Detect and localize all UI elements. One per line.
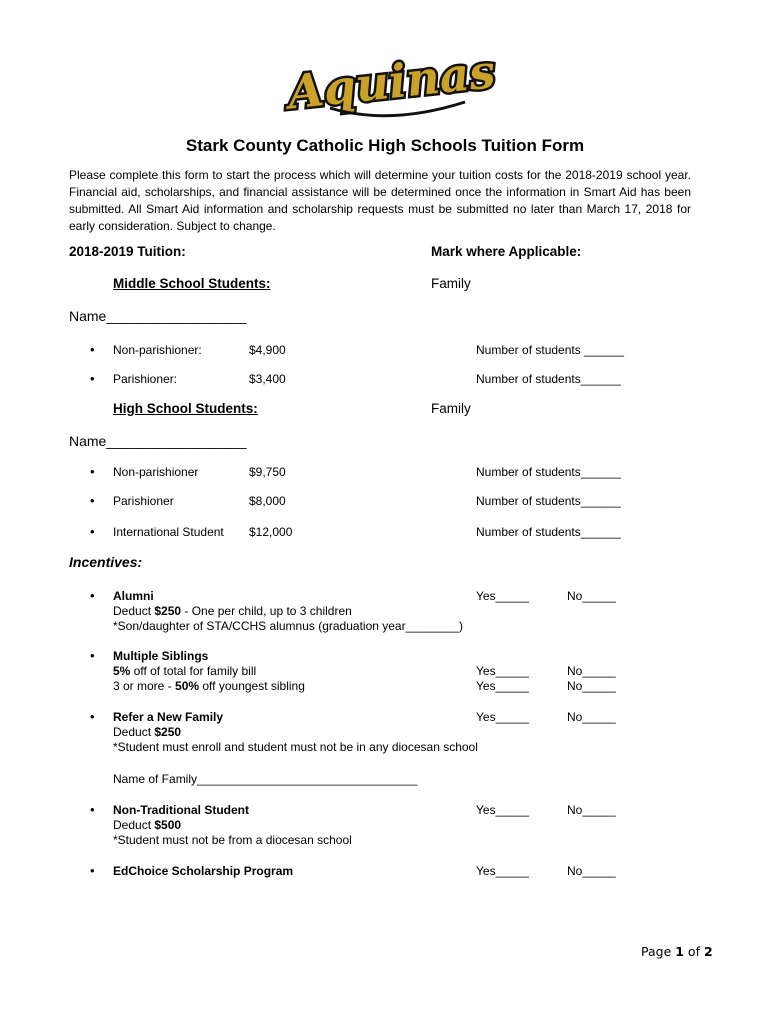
middle-row-count-field[interactable]: Number of students ______: [476, 343, 625, 357]
high-row-label: Parishioner: [113, 494, 174, 508]
bullet: •: [90, 863, 95, 878]
bullet: •: [90, 464, 95, 479]
middle-row-label: Parishioner:: [113, 372, 178, 386]
high-row-price: $12,000: [249, 525, 293, 539]
middle-family-label: Family: [431, 276, 471, 291]
high-row-count-field[interactable]: Number of students______: [476, 494, 621, 508]
refer-deduct: Deduct $250: [113, 725, 182, 739]
siblings-yes1-field[interactable]: Yes_____: [476, 664, 529, 678]
middle-name-field[interactable]: Name__________________: [69, 308, 247, 324]
refer-title: Refer a New Family: [113, 710, 224, 724]
bullet: •: [90, 342, 95, 357]
aquinas-logo: [285, 42, 498, 122]
middle-row-label: Non-parishioner:: [113, 343, 202, 357]
high-name-field[interactable]: Name__________________: [69, 433, 247, 449]
tuition-heading: 2018-2019 Tuition:: [69, 244, 186, 259]
nontraditional-deduct: Deduct $500: [113, 818, 182, 832]
bullet: •: [90, 588, 95, 603]
high-row-label: International Student: [113, 525, 224, 539]
bullet: •: [90, 524, 95, 539]
incentives-heading: Incentives:: [69, 554, 143, 570]
siblings-line1: 5% off of total for family bill: [113, 664, 257, 678]
bullet: •: [90, 709, 95, 724]
high-school-heading: High School Students:: [113, 401, 258, 416]
form-title: Stark County Catholic High Schools Tuition Form: [185, 136, 585, 155]
edchoice-title: EdChoice Scholarship Program: [113, 864, 294, 878]
family-name-field[interactable]: Name of Family_________________________________: [113, 772, 418, 786]
bullet: •: [90, 371, 95, 386]
alumni-yes-field[interactable]: Yes_____: [476, 589, 529, 603]
high-row-count-field[interactable]: Number of students______: [476, 525, 621, 539]
high-row-label: Non-parishioner: [113, 465, 199, 479]
alumni-no-field[interactable]: No_____: [567, 589, 616, 603]
middle-row-count-field[interactable]: Number of students______: [476, 372, 621, 386]
middle-row-price: $4,900: [249, 343, 286, 357]
siblings-no1-field[interactable]: No_____: [567, 664, 616, 678]
svg-text:Aquinas: Aquinas: [285, 44, 498, 120]
siblings-title: Multiple Siblings: [113, 649, 209, 663]
siblings-no2-field[interactable]: No_____: [567, 679, 616, 693]
edchoice-yes-field[interactable]: Yes_____: [476, 864, 529, 878]
alumni-deduct: Deduct $250 - One per child, up to 3 children: [113, 604, 352, 618]
bullet: •: [90, 493, 95, 508]
nontraditional-yes-field[interactable]: Yes_____: [476, 803, 529, 817]
nontraditional-title: Non-Traditional Student: [113, 803, 249, 817]
siblings-yes2-field[interactable]: Yes_____: [476, 679, 529, 693]
high-row-price: $9,750: [249, 465, 286, 479]
high-row-price: $8,000: [249, 494, 286, 508]
refer-note: *Student must enroll and student must not be in any diocesan school: [113, 740, 478, 754]
page-number: Page 1 of 2: [641, 944, 713, 959]
middle-school-heading: Middle School Students:: [113, 276, 271, 291]
high-family-label: Family: [431, 401, 471, 416]
edchoice-no-field[interactable]: No_____: [567, 864, 616, 878]
alumni-title: Alumni: [113, 589, 154, 603]
nontraditional-no-field[interactable]: No_____: [567, 803, 616, 817]
bullet: •: [90, 802, 95, 817]
bullet: •: [90, 648, 95, 663]
mark-applicable-heading: Mark where Applicable:: [431, 244, 582, 259]
siblings-line2: 3 or more - 50% off youngest sibling: [113, 679, 305, 693]
intro-paragraph: Please complete this form to start the process which will determine your tuition costs for the 2018-2019 school year. Financial aid, scholarships, and financial assistance will be determined once the information in Smart Aid has been submitted. All Smart Aid information and scholarship requests must be submitted no later than March 17, 2018 for early consideration. Subject to change.: [69, 168, 691, 233]
refer-yes-field[interactable]: Yes_____: [476, 710, 529, 724]
refer-no-field[interactable]: No_____: [567, 710, 616, 724]
middle-row-price: $3,400: [249, 372, 286, 386]
nontraditional-note: *Student must not be from a diocesan school: [113, 833, 352, 847]
alumni-note[interactable]: *Son/daughter of STA/CCHS alumnus (graduation year________): [113, 619, 463, 633]
high-row-count-field[interactable]: Number of students______: [476, 465, 621, 479]
